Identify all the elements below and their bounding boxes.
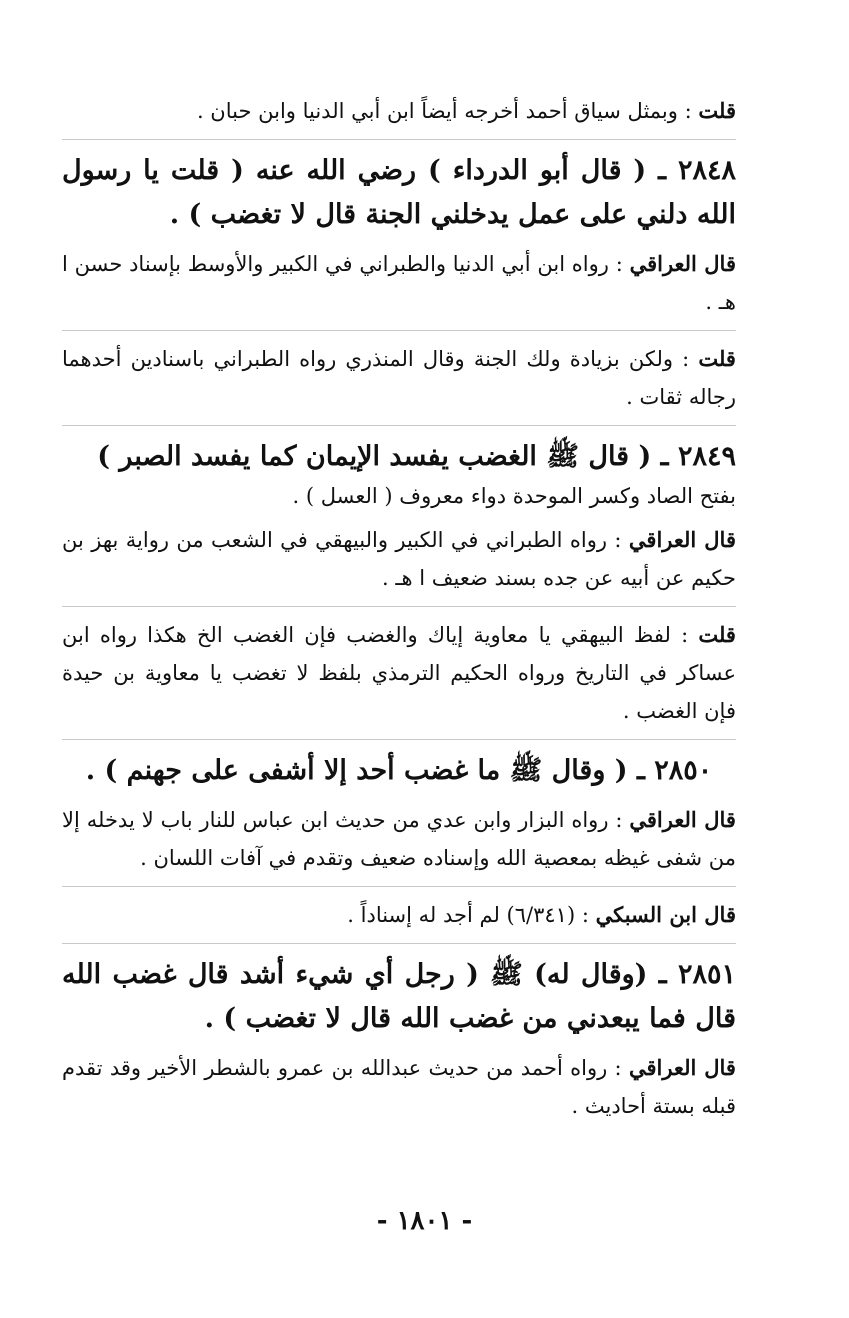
note-label: قلت bbox=[698, 98, 736, 123]
hadith-text: ٢٨٥٠ ـ ( وقال ﷺ ما غضب أحد إلا أشفى على جهنم ) . bbox=[85, 755, 713, 786]
note-label: قلت bbox=[698, 346, 736, 371]
hadith-text: ٢٨٤٩ ـ ( قال ﷺ الغضب يفسد الإيمان كما يفسد الصبر ) bbox=[97, 441, 736, 472]
hadith-entry-2851 bbox=[62, 953, 736, 1041]
hadith-text: ٢٨٥١ ـ (وقال له) ﷺ ( رجل أي شيء أشد قال غضب الله قال فما يبعدني من غضب الله قال لا تغضب ) . bbox=[62, 959, 736, 1034]
note-text: وبمثل سياق أحمد أخرجه أيضاً ابن أبي الدنيا وابن حبان . bbox=[196, 99, 678, 123]
commentary-text: رواه البزار وابن عدي من حديث ابن عباس للنار باب لا يدخله إلا من شفى غيظه بمعصية الله وإسناده ضعيف وتقدم في آفات اللسان . bbox=[62, 808, 736, 870]
hadith-text: ٢٨٤٨ ـ ( قال أبو الدرداء ) رضي الله عنه ( قلت يا رسول الله دلني على عمل يدخلني الجنة قال لا تغضب ) . bbox=[62, 155, 736, 230]
page-body bbox=[62, 92, 736, 1143]
commentary-text: رواه الطبراني في الكبير والبيهقي في الشعب من رواية بهز بن حكيم عن أبيه عن جده بسند ضعيف ا هـ . bbox=[62, 528, 736, 590]
commentary-label: قال العراقي bbox=[629, 251, 736, 276]
commentary-paragraph: قال العراقي : رواه أحمد من حديث عبدالله بن عمرو بالشطر الأخير وقد تقدم قبله بستة أحاديث . bbox=[62, 1055, 736, 1118]
commentary-label: قال العراقي bbox=[629, 807, 736, 832]
note-paragraph: قلت : ولكن بزيادة ولك الجنة وقال المنذري رواه الطبراني باسنادين أحدهما رجاله ثقات . bbox=[62, 340, 736, 426]
commentary-paragraph: قال العراقي : رواه الطبراني في الكبير والبيهقي في الشعب من رواية بهز بن حكيم عن أبيه عن جده بسند ضعيف ا هـ . bbox=[62, 521, 736, 607]
note-paragraph: قلت : وبمثل سياق أحمد أخرجه أيضاً ابن أبي الدنيا وابن حبان . bbox=[62, 92, 736, 140]
commentary-text: رواه أحمد من حديث عبدالله بن عمرو بالشطر الأخير وقد تقدم قبله بستة أحاديث . bbox=[62, 1056, 736, 1118]
commentary-label: قال العراقي bbox=[628, 527, 736, 552]
note-text: لفظ البيهقي يا معاوية إياك والغضب فإن الغضب الخ هكذا رواه ابن عساكر في التاريخ ورواه الحكيم الترمذي بلفظ لا تغضب يا معاوية بن حيدة فإن الغضب . bbox=[62, 623, 736, 723]
hadith-entry-2850 bbox=[62, 749, 736, 793]
commentary-label: قال العراقي bbox=[628, 1055, 736, 1080]
note-label: قلت bbox=[698, 622, 736, 647]
note-paragraph: قلت : لفظ البيهقي يا معاوية إياك والغضب فإن الغضب الخ هكذا رواه ابن عساكر في التاريخ ورواه الحكيم الترمذي بلفظ لا تغضب يا معاوية بن حيدة فإن الغضب . bbox=[62, 616, 736, 740]
commentary-text: (٦/٣٤١) لم أجد له إسناداً . bbox=[347, 903, 576, 927]
hadith-entry-2848 bbox=[62, 149, 736, 237]
commentary-paragraph: قال ابن السبكي : (٦/٣٤١) لم أجد له إسناداً . bbox=[62, 896, 736, 944]
commentary-paragraph: قال العراقي : رواه البزار وابن عدي من حديث ابن عباس للنار باب لا يدخله إلا من شفى غيظه بمعصية الله وإسناده ضعيف وتقدم في آفات اللسان . bbox=[62, 801, 736, 887]
hadith-entry-2849 bbox=[62, 435, 736, 513]
commentary-text: رواه ابن أبي الدنيا والطبراني في الكبير والأوسط بإسناد حسن ا هـ . bbox=[62, 252, 736, 314]
commentary-label: قال ابن السبكي bbox=[595, 902, 736, 927]
commentary-paragraph: قال العراقي : رواه ابن أبي الدنيا والطبراني في الكبير والأوسط بإسناد حسن ا هـ . bbox=[62, 245, 736, 331]
page-number: - ١٨٠١ - bbox=[376, 1206, 473, 1236]
note-text: ولكن بزيادة ولك الجنة وقال المنذري رواه الطبراني باسنادين أحدهما رجاله ثقات . bbox=[62, 347, 736, 409]
hadith-gloss: بفتح الصاد وكسر الموحدة دواء معروف ( العسل ) . bbox=[292, 484, 736, 508]
